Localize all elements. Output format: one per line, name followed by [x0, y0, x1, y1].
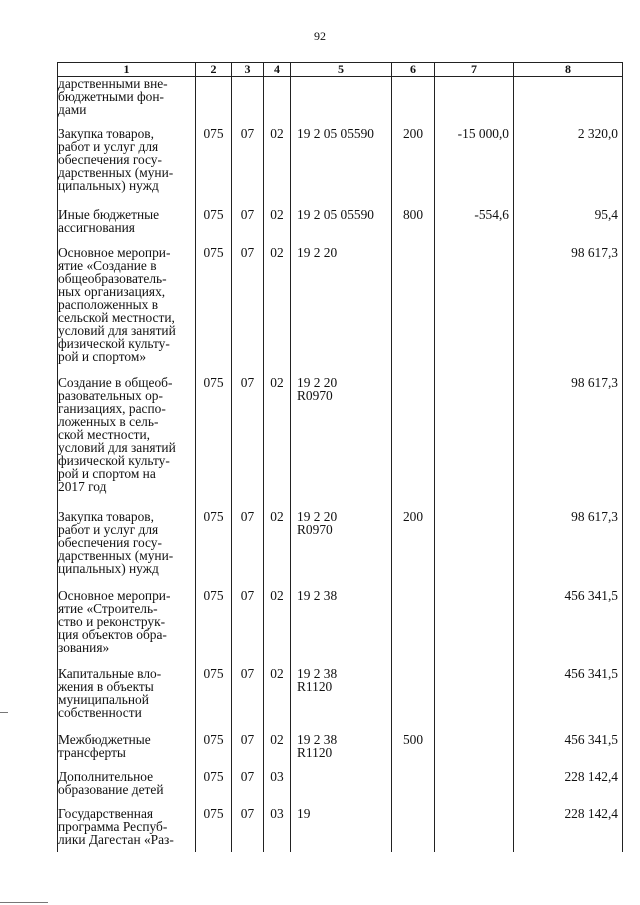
- cell-admin-code: 075: [196, 510, 232, 589]
- row-label: Закупка товаров, работ и услуг для обеспечения госу- дарственных (муни- ципальных) нужд: [58, 509, 174, 576]
- col-header-4: 4: [264, 63, 291, 77]
- cell-admin-code: 075: [196, 246, 232, 376]
- header-row: [58, 63, 623, 77]
- cell-change: [435, 589, 514, 667]
- cell-section: 07: [232, 510, 264, 589]
- cell-expense-type: [392, 77, 435, 128]
- cell-target-article: 19 2 38 R1120: [297, 732, 338, 760]
- cell-subsection: 02: [264, 667, 291, 733]
- cell-admin-code: 075: [196, 733, 232, 770]
- cell-amount: 98 617,3: [514, 510, 623, 589]
- row-label: Закупка товаров, работ и услуг для обеспечения госу- дарственных (муни- ципальных) нужд: [58, 126, 174, 193]
- col-header-3: 3: [232, 63, 264, 77]
- col-header-6: 6: [392, 63, 435, 77]
- cell-section: 07: [232, 208, 264, 246]
- cell-target-article: 19 2 05 05590: [297, 207, 374, 222]
- col-header-8: 8: [514, 63, 623, 77]
- cell-subsection: 02: [264, 733, 291, 770]
- cell-subsection: 02: [264, 589, 291, 667]
- table-row: [58, 77, 623, 128]
- table-row: [58, 589, 623, 667]
- cell-expense-type: [392, 246, 435, 376]
- cell-expense-type: 800: [392, 208, 435, 246]
- cell-expense-type: [392, 770, 435, 807]
- col-header-2: 2: [196, 63, 232, 77]
- cell-change: [435, 667, 514, 733]
- row-label: Основное меропри- ятие «Строитель- ство и реконструк- ция объектов обра- зования»: [58, 588, 171, 655]
- cell-subsection: 03: [264, 807, 291, 852]
- col-header-7: 7: [435, 63, 514, 77]
- cell-subsection: 02: [264, 510, 291, 589]
- cell-section: [232, 77, 264, 128]
- cell-section: 07: [232, 246, 264, 376]
- cell-section: 07: [232, 589, 264, 667]
- cell-subsection: 02: [264, 208, 291, 246]
- cell-target-article: 19 2 38: [297, 588, 338, 603]
- row-label: Межбюджетные трансферты: [58, 732, 151, 760]
- cell-admin-code: 075: [196, 208, 232, 246]
- cell-change: [435, 246, 514, 376]
- scan-edge-mark: [0, 902, 48, 903]
- cell-section: 07: [232, 770, 264, 807]
- cell-target-article: 19 2 20 R0970: [297, 509, 338, 537]
- cell-admin-code: 075: [196, 589, 232, 667]
- cell-subsection: 02: [264, 127, 291, 208]
- cell-expense-type: 500: [392, 733, 435, 770]
- cell-amount: 456 341,5: [514, 667, 623, 733]
- cell-admin-code: 075: [196, 376, 232, 510]
- table-row: [58, 127, 623, 208]
- cell-admin-code: 075: [196, 667, 232, 733]
- cell-amount: 456 341,5: [514, 733, 623, 770]
- cell-subsection: 03: [264, 770, 291, 807]
- cell-change: -15 000,0: [435, 127, 514, 208]
- cell-change: [435, 77, 514, 128]
- cell-expense-type: [392, 667, 435, 733]
- cell-amount: 456 341,5: [514, 589, 623, 667]
- budget-table: [57, 62, 623, 852]
- cell-expense-type: 200: [392, 127, 435, 208]
- cell-admin-code: 075: [196, 127, 232, 208]
- cell-subsection: 02: [264, 246, 291, 376]
- cell-section: 07: [232, 733, 264, 770]
- cell-amount: 98 617,3: [514, 376, 623, 510]
- row-label: Создание в общеоб- разовательных ор- ганизациях, распо- ложенных в сель- ской местности, условий для занятий физической культу- рой и спортом на 2017 год: [58, 375, 176, 494]
- cell-section: 07: [232, 667, 264, 733]
- cell-target-article: 19 2 20 R0970: [297, 375, 338, 403]
- table-row: [58, 376, 623, 510]
- cell-subsection: [264, 77, 291, 128]
- page-number: 92: [314, 29, 326, 43]
- cell-amount: 2 320,0: [514, 127, 623, 208]
- cell-amount: 98 617,3: [514, 246, 623, 376]
- cell-change: [435, 733, 514, 770]
- cell-target-article: 19 2 20: [297, 245, 338, 260]
- scan-edge-mark: [0, 712, 8, 713]
- row-label: Капитальные вло- жения в объекты муниципальной собственности: [58, 666, 162, 720]
- cell-admin-code: [196, 77, 232, 128]
- cell-section: 07: [232, 127, 264, 208]
- table-row: [58, 733, 623, 770]
- cell-change: -554,6: [435, 208, 514, 246]
- cell-expense-type: 200: [392, 510, 435, 589]
- cell-target-article: 19: [297, 806, 311, 821]
- cell-section: 07: [232, 376, 264, 510]
- cell-change: [435, 807, 514, 852]
- cell-target-article: 19 2 38 R1120: [297, 666, 338, 694]
- row-label: дарственными вне- бюджетными фон- дами: [58, 76, 168, 117]
- table-row: [58, 770, 623, 807]
- cell-admin-code: 075: [196, 770, 232, 807]
- col-header-1: 1: [58, 63, 196, 77]
- cell-section: 07: [232, 807, 264, 852]
- cell-target-article: 19 2 05 05590: [297, 126, 374, 141]
- cell-expense-type: [392, 807, 435, 852]
- table-row: [58, 208, 623, 246]
- cell-expense-type: [392, 376, 435, 510]
- cell-amount: [514, 77, 623, 128]
- cell-amount: 228 142,4: [514, 770, 623, 807]
- cell-amount: 228 142,4: [514, 807, 623, 852]
- row-label: Основное меропри- ятие «Создание в общеобразователь- ных организациях, расположенных в сельской местности, условий для занятий физической культу- рой и спортом»: [58, 245, 176, 364]
- col-header-5: 5: [291, 63, 392, 77]
- table-row: [58, 246, 623, 376]
- cell-admin-code: 075: [196, 807, 232, 852]
- cell-subsection: 02: [264, 376, 291, 510]
- table-row: [58, 807, 623, 852]
- row-label: Иные бюджетные ассигнования: [58, 207, 160, 235]
- cell-change: [435, 770, 514, 807]
- row-label: Дополнительное образование детей: [58, 769, 164, 797]
- table-row: [58, 510, 623, 589]
- cell-amount: 95,4: [514, 208, 623, 246]
- cell-change: [435, 376, 514, 510]
- cell-expense-type: [392, 589, 435, 667]
- row-label: Государственная программа Респуб- лики Дагестан «Раз-: [58, 806, 174, 847]
- cell-change: [435, 510, 514, 589]
- table-row: [58, 667, 623, 733]
